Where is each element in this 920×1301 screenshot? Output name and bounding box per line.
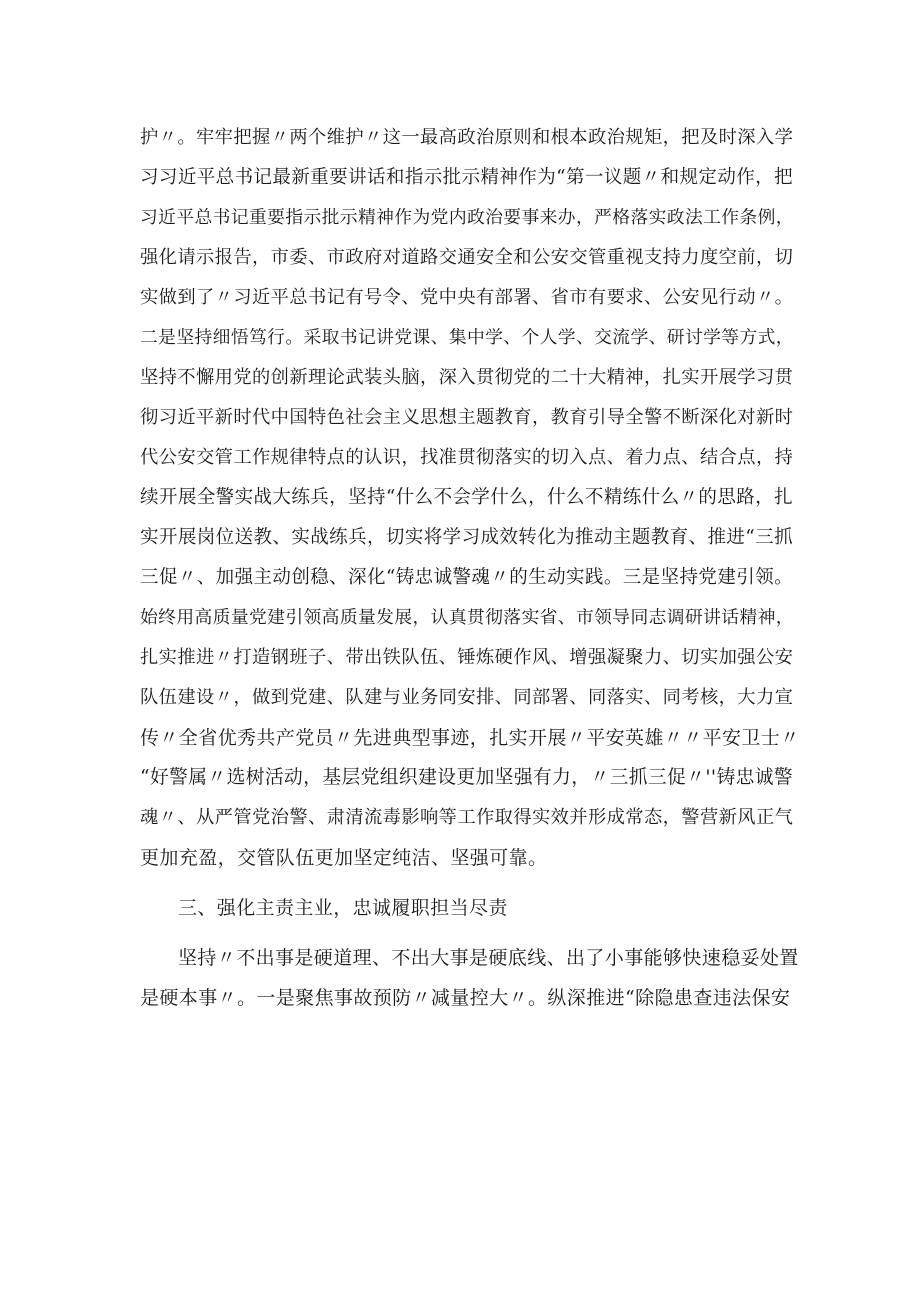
text-line: 实开展岗位送教、实战练兵，切实将学习成效转化为推动主题教育、推进“三抓: [140, 527, 793, 548]
text-line: 更加充盈，交管队伍更加坚定纯洁、坚强可靠。: [140, 847, 548, 869]
section-heading: 三、强化主责主业，忠诚履职担当尽责: [178, 897, 508, 919]
text-line: 强化请示报告，市委、市政府对道路交通安全和公安交管重视支持力度空前，切: [140, 247, 794, 268]
text-line: 队伍建设〃，做到党建、队建与业务同安排、同部署、同落实、同考核，大力宣: [140, 687, 794, 708]
text-line: 传〃全省优秀共产党员〃先进典型事迹，扎实开展〃平安英雄〃〃平安卫士〃: [140, 727, 800, 749]
text-line: 坚持〃不出事是硬道理、不出大事是硬底线、出了小事能够快速稳妥处置: [178, 947, 799, 969]
text-line: 二是坚持细悟笃行。采取书记讲党课、集中学、个人学、交流学、研讨学等方式，: [140, 327, 794, 348]
text-line: 是硬本事〃。一是聚焦事故预防〃减量控大〃。纵深推进“除隐患查违法保安: [140, 987, 791, 1009]
text-line: 实做到了〃习近平总书记有号令、党中央有部署、省市有要求、公安见行动〃。: [140, 287, 794, 308]
text-line: 习习近平总书记最新重要讲话和指示批示精神作为“第一议题〃和规定动作，把: [140, 167, 793, 188]
paragraph-gap: [140, 928, 800, 938]
text-line: 护〃。牢牢把握〃两个维护〃这一最高政治原则和根本政治规矩，把及时深入学: [140, 127, 794, 148]
text-line: 魂〃、从严管党治警、肃清流毒影响等工作取得实效并形成常态，警营新风正气: [140, 807, 794, 828]
paragraph-two: [140, 938, 800, 1018]
text-line: 扎实推进〃打造钢班子、带出铁队伍、锤炼硬作风、增强凝聚力、切实加强公安: [140, 647, 794, 668]
text-line: 始终用高质量党建引领高质量发展，认真贯彻落实省、市领导同志调研讲话精神，: [140, 607, 794, 628]
text-line: 三促〃、加强主动创稳、深化“铸忠诚警魂〃的生动实践。三是坚持党建引领。: [140, 567, 793, 588]
text-line: 续开展全警实战大练兵，坚持“什么不会学什么，什么不精练什么〃的思路，扎: [140, 487, 793, 508]
paragraph-one: [140, 118, 800, 878]
text-line: “好警属〃选树活动，基层党组织建设更加坚强有力，〃三抓三促〃''铸忠诚警: [140, 767, 794, 788]
text-line: 坚持不懈用党的创新理论武装头脑，深入贯彻党的二十大精神，扎实开展学习贯: [140, 367, 794, 388]
text-line: 习近平总书记重要指示批示精神作为党内政治要事来办，严格落实政法工作条例，: [140, 207, 794, 228]
text-line: 彻习近平新时代中国特色社会主义思想主题教育，教育引导全警不断深化对新时: [140, 407, 794, 428]
body-text: [140, 118, 800, 1018]
text-line: 代公安交管工作规律特点的认识，找准贯彻落实的切入点、着力点、结合点，持: [140, 447, 794, 468]
paragraph-gap: [140, 878, 800, 888]
